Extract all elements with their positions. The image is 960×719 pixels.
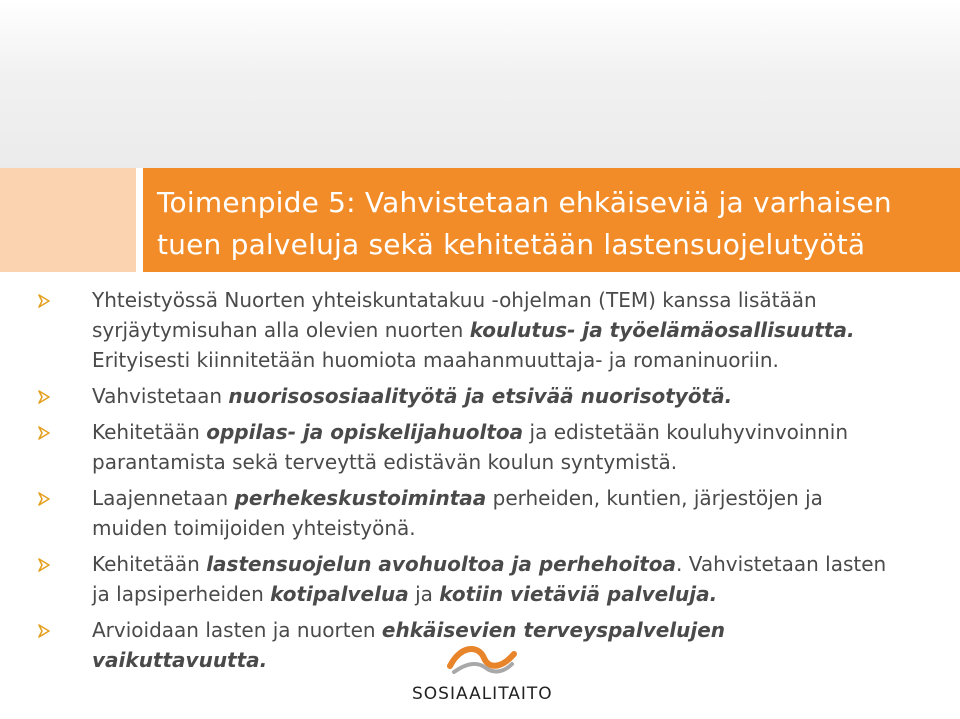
bullet-2-text: Vahvistetaan	[92, 384, 229, 408]
bullet-5-text-cont: . Vahvistetaan lasten	[676, 552, 887, 576]
bullet-2-emphasis: nuorisososiaalityötä ja etsivää nuorisotyötä.	[228, 384, 733, 408]
bullet-item-1	[0, 285, 960, 375]
arrow-bullet-icon	[37, 426, 51, 440]
arrow-bullet-icon	[37, 294, 51, 308]
bullet-1-line-2: syrjäytymisuhan alla olevien nuorten	[92, 318, 470, 342]
arrow-bullet-icon	[37, 624, 51, 638]
bullet-6-emphasis: ehkäisevien terveyspalvelujen	[381, 618, 726, 642]
bullet-item-5	[0, 549, 960, 609]
arrow-bullet-icon	[37, 558, 51, 572]
bullet-1-line-1: Yhteistyössä Nuorten yhteiskuntatakuu -ohjelman (TEM) kanssa lisätään	[92, 288, 817, 312]
bullet-5-text: Kehitetään	[92, 552, 207, 576]
bullet-5-connector: ja	[408, 582, 440, 606]
arrow-bullet-icon	[37, 390, 51, 404]
bullet-4-line-2: muiden toimijoiden yhteistyönä.	[92, 516, 416, 540]
bullet-6-emphasis-2: vaikuttavuutta.	[92, 648, 268, 672]
bullet-5-emphasis-2: kotipalvelua	[270, 582, 409, 606]
logo-swirl-icon	[444, 640, 520, 680]
bullet-1-line-3: Erityisesti kiinnitetään huomiota maahanmuuttaja- ja romaninuoriin.	[92, 348, 779, 372]
title-line-2: tuen palveluja sekä kehitetään lastensuojelutyötä	[157, 228, 866, 261]
bullet-item-4	[0, 483, 960, 543]
bullet-4-emphasis: perhekeskustoimintaa	[234, 486, 487, 510]
top-background	[0, 0, 960, 168]
bullet-3-text: Kehitetään	[92, 420, 207, 444]
slide-title	[143, 168, 960, 272]
sosiaalitaito-logo	[412, 640, 552, 712]
logo-text: SOSIAALITAITO	[412, 684, 553, 704]
bullet-5-emphasis-1: lastensuojelun avohuoltoa ja perhehoitoa	[206, 552, 677, 576]
title-line-1: Toimenpide 5: Vahvistetaan ehkäiseviä ja varhaisen	[157, 186, 892, 219]
bullet-3-line-2: parantamista sekä terveyttä edistävän koulun syntymistä.	[92, 450, 678, 474]
bullet-1-emphasis: koulutus- ja työelämäosallisuutta.	[469, 318, 855, 342]
bullet-5-line-2: ja lapsiperheiden	[92, 582, 271, 606]
bullet-6-text: Arvioidaan lasten ja nuorten	[92, 618, 382, 642]
bullet-item-3	[0, 417, 960, 477]
arrow-bullet-icon	[37, 492, 51, 506]
bullet-item-2	[0, 381, 960, 411]
bullet-5-emphasis-3: kotiin vietäviä palveluja.	[439, 582, 718, 606]
title-side-block	[0, 168, 136, 272]
bullet-4-text: Laajennetaan	[92, 486, 235, 510]
bullet-3-text-cont: ja edistetään kouluhyvinvoinnin	[523, 420, 849, 444]
bullet-4-text-cont: perheiden, kuntien, järjestöjen ja	[486, 486, 823, 510]
bullet-3-emphasis: oppilas- ja opiskelijahuoltoa	[206, 420, 524, 444]
bullet-list	[0, 285, 960, 681]
